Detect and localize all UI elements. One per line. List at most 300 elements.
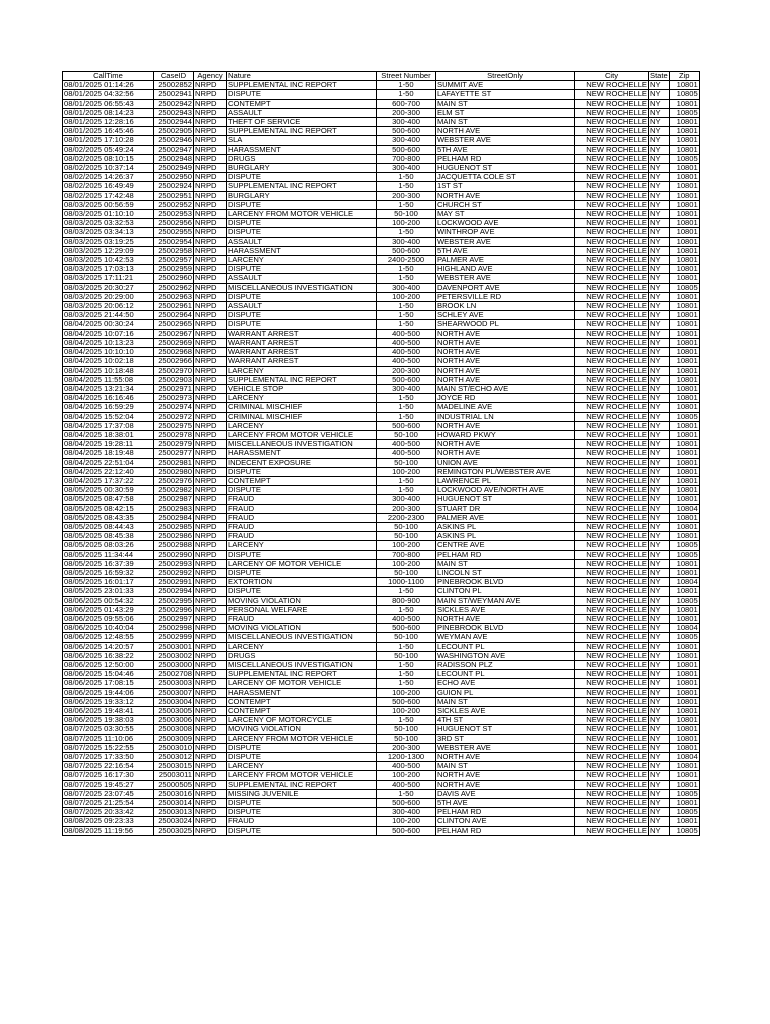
cell-state: NY	[649, 559, 670, 568]
cell-city: NEW ROCHELLE	[575, 642, 649, 651]
cell-calltime: 08/06/2025 01:43:29	[63, 605, 154, 614]
cell-city: NEW ROCHELLE	[575, 81, 649, 90]
cell-calltime: 08/05/2025 08:43:35	[63, 513, 154, 522]
cell-caseid: 25002946	[154, 136, 194, 145]
cell-street-only: WINTHROP AVE	[436, 228, 575, 237]
cell-street-only: WEBSTER AVE	[436, 237, 575, 246]
table-row	[63, 145, 700, 154]
cell-state: NY	[649, 246, 670, 255]
cell-state: NY	[649, 734, 670, 743]
cell-street-only: WEYMAN AVE	[436, 633, 575, 642]
cell-calltime: 08/05/2025 23:01:33	[63, 587, 154, 596]
cell-state: NY	[649, 697, 670, 706]
cell-caseid: 25002986	[154, 532, 194, 541]
cell-street-number: 300-400	[377, 283, 436, 292]
cell-calltime: 08/05/2025 16:37:39	[63, 559, 154, 568]
cell-zip: 10805	[669, 596, 699, 605]
cell-zip: 10801	[669, 338, 699, 347]
cell-caseid: 25002995	[154, 596, 194, 605]
cell-caseid: 25003004	[154, 697, 194, 706]
cell-nature: INDECENT EXPOSURE	[227, 458, 377, 467]
cell-zip: 10805	[669, 826, 699, 835]
table-row	[63, 532, 700, 541]
cell-calltime: 08/01/2025 04:32:56	[63, 90, 154, 99]
cell-city: NEW ROCHELLE	[575, 596, 649, 605]
table-row	[63, 642, 700, 651]
cell-street-number: 1200-1300	[377, 753, 436, 762]
cell-zip: 10801	[669, 642, 699, 651]
cell-city: NEW ROCHELLE	[575, 274, 649, 283]
cell-street-only: LOCKWOOD AVE	[436, 219, 575, 228]
cell-state: NY	[649, 430, 670, 439]
cell-street-only: HUGUENOT ST	[436, 725, 575, 734]
cell-street-only: PINEBROOK BLVD	[436, 624, 575, 633]
cell-city: NEW ROCHELLE	[575, 246, 649, 255]
cell-nature: DRUGS	[227, 154, 377, 163]
cell-state: NY	[649, 182, 670, 191]
table-row	[63, 357, 700, 366]
cell-nature: SUPPLEMENTAL INC REPORT	[227, 81, 377, 90]
cell-state: NY	[649, 587, 670, 596]
col-header-zip: Zip	[669, 72, 699, 81]
cell-street-only: 5TH AVE	[436, 246, 575, 255]
cell-calltime: 08/04/2025 00:30:24	[63, 320, 154, 329]
cell-calltime: 08/06/2025 12:48:55	[63, 633, 154, 642]
table-row	[63, 173, 700, 182]
cell-state: NY	[649, 725, 670, 734]
cell-calltime: 08/04/2025 16:59:29	[63, 403, 154, 412]
cell-street-only: HOWARD PKWY	[436, 430, 575, 439]
cell-zip: 10801	[669, 513, 699, 522]
cell-nature: CRIMINAL MISCHIEF	[227, 412, 377, 421]
cell-state: NY	[649, 210, 670, 219]
cell-street-only: NORTH AVE	[436, 753, 575, 762]
cell-agency: NRPD	[194, 173, 227, 182]
cell-state: NY	[649, 357, 670, 366]
cell-state: NY	[649, 292, 670, 301]
cell-city: NEW ROCHELLE	[575, 127, 649, 136]
cell-state: NY	[649, 320, 670, 329]
cell-state: NY	[649, 679, 670, 688]
cell-caseid: 25003008	[154, 725, 194, 734]
cell-calltime: 08/03/2025 20:06:12	[63, 302, 154, 311]
cell-zip: 10804	[669, 753, 699, 762]
cell-street-only: LAWRENCE PL	[436, 476, 575, 485]
cell-zip: 10801	[669, 219, 699, 228]
cell-city: NEW ROCHELLE	[575, 559, 649, 568]
table-row	[63, 486, 700, 495]
cell-nature: CONTEMPT	[227, 476, 377, 485]
cell-street-number: 800-900	[377, 596, 436, 605]
cell-nature: CRIMINAL MISCHIEF	[227, 403, 377, 412]
cell-street-only: MAIN ST	[436, 762, 575, 771]
cell-street-number: 100-200	[377, 467, 436, 476]
table-row	[63, 366, 700, 375]
cell-state: NY	[649, 513, 670, 522]
table-row	[63, 826, 700, 835]
col-header-street-number: Street Number	[377, 72, 436, 81]
cell-street-number: 1-50	[377, 679, 436, 688]
cell-calltime: 08/05/2025 08:45:38	[63, 532, 154, 541]
cell-calltime: 08/07/2025 16:17:30	[63, 771, 154, 780]
cell-street-number: 500-600	[377, 145, 436, 154]
cell-nature: FRAUD	[227, 522, 377, 531]
cell-street-only: HIGHLAND AVE	[436, 265, 575, 274]
cell-state: NY	[649, 127, 670, 136]
cell-street-only: PALMER AVE	[436, 513, 575, 522]
cell-city: NEW ROCHELLE	[575, 164, 649, 173]
table-row	[63, 90, 700, 99]
cell-caseid: 25002994	[154, 587, 194, 596]
cell-street-number: 1-50	[377, 486, 436, 495]
cell-street-only: PETERSVILLE RD	[436, 292, 575, 301]
cell-calltime: 08/05/2025 08:42:15	[63, 504, 154, 513]
cell-state: NY	[649, 633, 670, 642]
cell-city: NEW ROCHELLE	[575, 154, 649, 163]
cell-street-number: 1-50	[377, 394, 436, 403]
cell-calltime: 08/01/2025 01:14:26	[63, 81, 154, 90]
cell-city: NEW ROCHELLE	[575, 707, 649, 716]
cell-city: NEW ROCHELLE	[575, 780, 649, 789]
cell-nature: HARASSMENT	[227, 246, 377, 255]
cell-street-number: 500-600	[377, 246, 436, 255]
cell-street-number: 1000-1100	[377, 578, 436, 587]
cell-street-only: SICKLES AVE	[436, 605, 575, 614]
cell-street-number: 1-50	[377, 302, 436, 311]
cell-zip: 10801	[669, 210, 699, 219]
cell-caseid: 25002971	[154, 384, 194, 393]
cell-caseid: 25003016	[154, 789, 194, 798]
cell-caseid: 25003025	[154, 826, 194, 835]
cell-caseid: 25002985	[154, 522, 194, 531]
cell-state: NY	[649, 568, 670, 577]
cell-zip: 10804	[669, 578, 699, 587]
cell-street-number: 50-100	[377, 458, 436, 467]
cell-agency: NRPD	[194, 283, 227, 292]
cell-nature: DISPUTE	[227, 320, 377, 329]
cell-street-number: 300-400	[377, 237, 436, 246]
cell-city: NEW ROCHELLE	[575, 302, 649, 311]
cell-calltime: 08/05/2025 08:03:26	[63, 541, 154, 550]
cell-street-number: 1-50	[377, 274, 436, 283]
cell-street-number: 400-500	[377, 440, 436, 449]
cell-caseid: 25003003	[154, 679, 194, 688]
cell-street-only: LINCOLN ST	[436, 568, 575, 577]
cell-agency: NRPD	[194, 338, 227, 347]
cell-calltime: 08/04/2025 22:51:04	[63, 458, 154, 467]
cell-street-only: NORTH AVE	[436, 421, 575, 430]
cell-street-only: NORTH AVE	[436, 191, 575, 200]
cell-calltime: 08/06/2025 10:40:04	[63, 624, 154, 633]
cell-caseid: 25003010	[154, 743, 194, 752]
col-header-nature: Nature	[227, 72, 377, 81]
cell-state: NY	[649, 384, 670, 393]
cell-zip: 10801	[669, 476, 699, 485]
cell-street-only: NORTH AVE	[436, 440, 575, 449]
cell-nature: FRAUD	[227, 513, 377, 522]
cell-calltime: 08/04/2025 13:21:34	[63, 384, 154, 393]
cell-street-number: 400-500	[377, 329, 436, 338]
cell-city: NEW ROCHELLE	[575, 357, 649, 366]
table-row	[63, 210, 700, 219]
cell-street-number: 500-600	[377, 826, 436, 835]
cell-zip: 10801	[669, 302, 699, 311]
cell-street-only: MAIN ST/ECHO AVE	[436, 384, 575, 393]
cell-city: NEW ROCHELLE	[575, 311, 649, 320]
cell-nature: DISPUTE	[227, 292, 377, 301]
cell-agency: NRPD	[194, 440, 227, 449]
cell-state: NY	[649, 173, 670, 182]
cell-agency: NRPD	[194, 329, 227, 338]
cell-agency: NRPD	[194, 458, 227, 467]
cell-city: NEW ROCHELLE	[575, 320, 649, 329]
cell-caseid: 25002973	[154, 394, 194, 403]
cell-street-number: 200-300	[377, 743, 436, 752]
cell-zip: 10801	[669, 449, 699, 458]
cell-zip: 10801	[669, 679, 699, 688]
cell-street-only: WASHINGTON AVE	[436, 651, 575, 660]
table-row	[63, 219, 700, 228]
cell-street-number: 200-300	[377, 191, 436, 200]
cell-street-number: 700-800	[377, 550, 436, 559]
cell-city: NEW ROCHELLE	[575, 108, 649, 117]
cell-agency: NRPD	[194, 734, 227, 743]
cell-zip: 10801	[669, 274, 699, 283]
cell-street-only: UNION AVE	[436, 458, 575, 467]
cell-street-only: 5TH AVE	[436, 145, 575, 154]
cell-state: NY	[649, 164, 670, 173]
cell-nature: ASSAULT	[227, 302, 377, 311]
cell-agency: NRPD	[194, 357, 227, 366]
table-row	[63, 578, 700, 587]
cell-nature: EXTORTION	[227, 578, 377, 587]
cell-street-only: NORTH AVE	[436, 338, 575, 347]
cell-caseid: 25003011	[154, 771, 194, 780]
cell-zip: 10801	[669, 771, 699, 780]
cell-caseid: 25002982	[154, 486, 194, 495]
cell-caseid: 25002903	[154, 375, 194, 384]
cell-agency: NRPD	[194, 522, 227, 531]
cell-agency: NRPD	[194, 164, 227, 173]
cell-city: NEW ROCHELLE	[575, 504, 649, 513]
cell-zip: 10801	[669, 716, 699, 725]
cell-calltime: 08/06/2025 00:54:32	[63, 596, 154, 605]
cell-caseid: 25002993	[154, 559, 194, 568]
cell-street-only: WEBSTER AVE	[436, 274, 575, 283]
cell-street-number: 300-400	[377, 495, 436, 504]
cell-state: NY	[649, 366, 670, 375]
cell-caseid: 25002924	[154, 182, 194, 191]
cell-street-only: HUGUENOT ST	[436, 164, 575, 173]
cell-zip: 10801	[669, 366, 699, 375]
cell-agency: NRPD	[194, 642, 227, 651]
cell-nature: VEHICLE STOP	[227, 384, 377, 393]
cell-zip: 10801	[669, 651, 699, 660]
table-row	[63, 449, 700, 458]
cell-city: NEW ROCHELLE	[575, 430, 649, 439]
cell-city: NEW ROCHELLE	[575, 808, 649, 817]
cell-street-only: CLINTON PL	[436, 587, 575, 596]
cell-state: NY	[649, 338, 670, 347]
cell-city: NEW ROCHELLE	[575, 338, 649, 347]
cell-street-only: CHURCH ST	[436, 200, 575, 209]
cell-city: NEW ROCHELLE	[575, 421, 649, 430]
cell-street-only: NORTH AVE	[436, 127, 575, 136]
cell-nature: WARRANT ARREST	[227, 357, 377, 366]
table-row	[63, 375, 700, 384]
cell-zip: 10801	[669, 99, 699, 108]
cell-street-only: NORTH AVE	[436, 780, 575, 789]
cell-zip: 10801	[669, 486, 699, 495]
cell-nature: LARCENY FROM MOTOR VEHICLE	[227, 771, 377, 780]
cell-nature: DISPUTE	[227, 550, 377, 559]
table-row	[63, 605, 700, 614]
cell-street-number: 400-500	[377, 338, 436, 347]
cell-street-number: 50-100	[377, 651, 436, 660]
cell-agency: NRPD	[194, 99, 227, 108]
cell-city: NEW ROCHELLE	[575, 495, 649, 504]
cell-zip: 10801	[669, 762, 699, 771]
cell-street-number: 50-100	[377, 430, 436, 439]
cell-caseid: 25002964	[154, 311, 194, 320]
cell-nature: DISPUTE	[227, 826, 377, 835]
cell-state: NY	[649, 817, 670, 826]
cell-city: NEW ROCHELLE	[575, 366, 649, 375]
cell-caseid: 25002991	[154, 578, 194, 587]
cell-agency: NRPD	[194, 118, 227, 127]
table-row	[63, 568, 700, 577]
cell-nature: FRAUD	[227, 614, 377, 623]
cell-state: NY	[649, 716, 670, 725]
cell-street-only: NORTH AVE	[436, 357, 575, 366]
table-row	[63, 780, 700, 789]
cell-calltime: 08/04/2025 18:19:48	[63, 449, 154, 458]
cell-city: NEW ROCHELLE	[575, 513, 649, 522]
cell-street-only: STUART DR	[436, 504, 575, 513]
cell-street-only: LECOUNT PL	[436, 642, 575, 651]
cell-street-only: MAIN ST	[436, 697, 575, 706]
cell-calltime: 08/02/2025 16:49:49	[63, 182, 154, 191]
cell-street-only: MAIN ST	[436, 559, 575, 568]
cell-city: NEW ROCHELLE	[575, 136, 649, 145]
cell-zip: 10801	[669, 495, 699, 504]
cell-street-only: GUION PL	[436, 688, 575, 697]
cell-city: NEW ROCHELLE	[575, 191, 649, 200]
cell-zip: 10801	[669, 200, 699, 209]
cell-city: NEW ROCHELLE	[575, 541, 649, 550]
cell-caseid: 25002998	[154, 624, 194, 633]
cell-street-only: MAIN ST/WEYMAN AVE	[436, 596, 575, 605]
cell-street-only: HUGUENOT ST	[436, 495, 575, 504]
cell-nature: MOVING VIOLATION	[227, 596, 377, 605]
cell-street-number: 1-50	[377, 265, 436, 274]
table-row	[63, 624, 700, 633]
cell-street-number: 1-50	[377, 789, 436, 798]
cell-street-number: 100-200	[377, 292, 436, 301]
cell-city: NEW ROCHELLE	[575, 467, 649, 476]
cell-nature: CONTEMPT	[227, 697, 377, 706]
cell-agency: NRPD	[194, 384, 227, 393]
cell-state: NY	[649, 256, 670, 265]
cell-nature: FRAUD	[227, 532, 377, 541]
table-row	[63, 799, 700, 808]
cell-state: NY	[649, 108, 670, 117]
cell-street-number: 600-700	[377, 99, 436, 108]
cell-caseid: 25002942	[154, 99, 194, 108]
cell-street-number: 50-100	[377, 725, 436, 734]
cell-city: NEW ROCHELLE	[575, 403, 649, 412]
cell-state: NY	[649, 799, 670, 808]
cell-city: NEW ROCHELLE	[575, 219, 649, 228]
cell-city: NEW ROCHELLE	[575, 476, 649, 485]
cell-agency: NRPD	[194, 808, 227, 817]
cell-agency: NRPD	[194, 246, 227, 255]
cell-city: NEW ROCHELLE	[575, 771, 649, 780]
table-row	[63, 596, 700, 605]
cell-zip: 10805	[669, 154, 699, 163]
cell-nature: MISCELLANEOUS INVESTIGATION	[227, 283, 377, 292]
cell-agency: NRPD	[194, 274, 227, 283]
cell-caseid: 25002984	[154, 513, 194, 522]
cell-caseid: 25002950	[154, 173, 194, 182]
cell-calltime: 08/07/2025 03:30:55	[63, 725, 154, 734]
cell-state: NY	[649, 826, 670, 835]
cell-street-number: 500-600	[377, 624, 436, 633]
cell-agency: NRPD	[194, 550, 227, 559]
cell-street-number: 1-50	[377, 661, 436, 670]
table-row	[63, 734, 700, 743]
cell-agency: NRPD	[194, 559, 227, 568]
cell-calltime: 08/06/2025 19:38:03	[63, 716, 154, 725]
cell-nature: SUPPLEMENTAL INC REPORT	[227, 182, 377, 191]
cell-street-number: 500-600	[377, 421, 436, 430]
cell-city: NEW ROCHELLE	[575, 753, 649, 762]
cell-calltime: 08/03/2025 10:42:53	[63, 256, 154, 265]
cell-calltime: 08/02/2025 05:49:24	[63, 145, 154, 154]
cell-calltime: 08/07/2025 19:45:27	[63, 780, 154, 789]
cell-zip: 10801	[669, 228, 699, 237]
cell-agency: NRPD	[194, 256, 227, 265]
cell-zip: 10801	[669, 430, 699, 439]
col-header-street-only: StreetOnly	[436, 72, 575, 81]
cell-nature: DISPUTE	[227, 200, 377, 209]
table-row	[63, 338, 700, 347]
cell-agency: NRPD	[194, 430, 227, 439]
cell-zip: 10801	[669, 614, 699, 623]
cell-calltime: 08/06/2025 09:55:06	[63, 614, 154, 623]
cell-street-only: JACQUETTA COLE ST	[436, 173, 575, 182]
cell-calltime: 08/07/2025 21:25:54	[63, 799, 154, 808]
cell-nature: MISCELLANEOUS INVESTIGATION	[227, 440, 377, 449]
table-row	[63, 302, 700, 311]
cell-state: NY	[649, 541, 670, 550]
cell-state: NY	[649, 642, 670, 651]
cell-street-number: 100-200	[377, 219, 436, 228]
table-row	[63, 817, 700, 826]
cell-street-number: 1-50	[377, 716, 436, 725]
cell-state: NY	[649, 136, 670, 145]
table-row	[63, 771, 700, 780]
cell-state: NY	[649, 403, 670, 412]
cell-zip: 10801	[669, 394, 699, 403]
table-row	[63, 495, 700, 504]
cell-street-only: NORTH AVE	[436, 329, 575, 338]
cell-agency: NRPD	[194, 467, 227, 476]
cell-calltime: 08/06/2025 17:08:15	[63, 679, 154, 688]
cell-calltime: 08/07/2025 22:16:54	[63, 762, 154, 771]
cell-state: NY	[649, 789, 670, 798]
cell-city: NEW ROCHELLE	[575, 348, 649, 357]
